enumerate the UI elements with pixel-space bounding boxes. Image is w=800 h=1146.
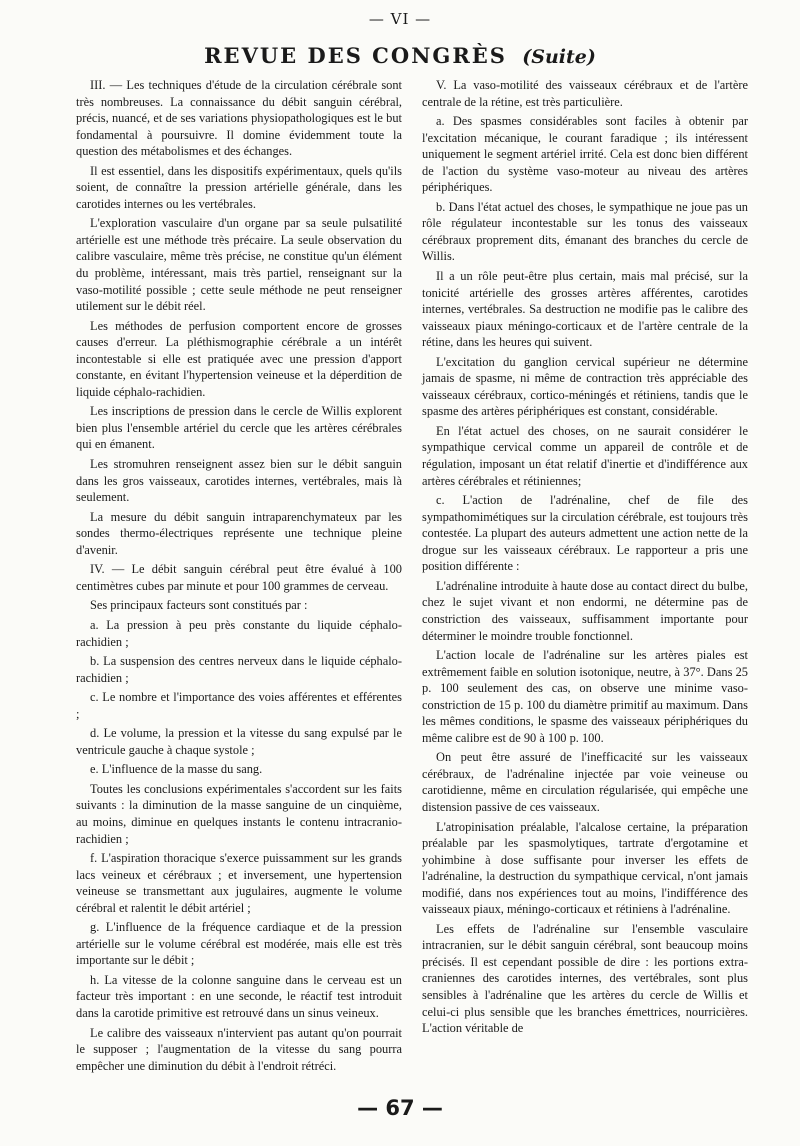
paragraph: III. — Les techniques d'étude de la circulation cérébrale sont très nombreuses. La connaissance du débit sanguin cérébral, précis, nuancé, et de ses variations physiopathologiques est le but fondamental à poursuivre. Il domine évidemment toute la question des métabolismes et des échanges. bbox=[76, 78, 402, 159]
paragraph: L'action locale de l'adrénaline sur les artères piales est extrêmement faible en solution isotonique, neutre, à 37°. Dans 25 p. 100 seulement des cas, on observe une minime vaso-constriction de 15 p. 100 du diamètre primitif au maximum. Dans les mêmes conditions, le spasme des vaisseaux périphériques du même calibre est de 90 à 100 p. 100. bbox=[422, 648, 748, 745]
paragraph: Il est essentiel, dans les dispositifs expérimentaux, quels qu'ils soient, de connaître la pression artérielle générale, dans les carotides internes ou les vertébrales. bbox=[76, 163, 402, 211]
header-title: REVUE DES CONGRÈS bbox=[204, 43, 507, 68]
paragraph: V. La vaso-motilité des vaisseaux cérébraux et de l'artère centrale de la rétine, est très particulière. bbox=[422, 78, 748, 109]
paragraph: Toutes les conclusions expérimentales s'accordent sur les faits suivants : la diminution de la masse sanguine de un cinquième, au moins, diminue en quelques instants le contenu intracranio-rachidien ; bbox=[76, 781, 402, 846]
paragraph: L'excitation du ganglion cervical supérieur ne détermine jamais de spasme, ni même de contraction très appréciable des vaisseaux cérébraux, cortico-méningés et rétiniens, tandis que le spasme des artères périphériques est constant, considérable. bbox=[422, 354, 748, 419]
header-subtitle: (Suite) bbox=[522, 46, 596, 68]
paragraph: c. Le nombre et l'importance des voies afférentes et efférentes ; bbox=[76, 690, 402, 721]
paragraph: L'exploration vasculaire d'un organe par sa seule pulsatilité artérielle est une méthode très précaire. La seule observation du calibre vasculaire, même très précise, ne constitue qu'un élément du problème, intéressant, mais très partiel, renseignant sur la vaso-motilité possible ; cette seule méthode ne peut renseigner utilement sur le débit réel. bbox=[76, 216, 402, 314]
paragraph: La mesure du débit sanguin intraparenchymateux par les sondes thermo-électriques représente une technique pleine d'avenir. bbox=[76, 509, 402, 557]
paragraph: b. La suspension des centres nerveux dans le liquide céphalo-rachidien ; bbox=[76, 654, 402, 685]
paragraph: f. L'aspiration thoracique s'exerce puissamment sur les grands lacs veineux et cérébraux ; et inversement, une hypertension veineuse se transmettant aux jugulaires, augmente le volume cérébral et ralentit le débit artériel ; bbox=[76, 851, 402, 915]
paragraph: Ses principaux facteurs sont constitués par : bbox=[90, 598, 308, 613]
paragraph: a. La pression à peu près constante du liquide céphalo-rachidien ; bbox=[76, 617, 402, 649]
paragraph: a. Des spasmes considérables sont faciles à obtenir par l'excitation mécanique, le courant faradique ; ils intéressent uniquement le segment artériel irrité. Cela est donc bien différent de l'action du système vaso-moteur au niveau des artères périphériques. bbox=[422, 114, 748, 195]
paragraph: g. L'influence de la fréquence cardiaque et de la pression artérielle sur le volume cérébral est modérée, mais elle est très importante sur le débit ; bbox=[76, 920, 402, 968]
paragraph: IV. — Le débit sanguin cérébral peut être évalué à 100 centimètres cubes par minute et pour 100 grammes de cerveau. bbox=[76, 562, 402, 593]
page-header bbox=[0, 43, 800, 68]
paragraph: h. La vitesse de la colonne sanguine dans le cerveau est un facteur très important : en une seconde, le réactif test introduit dans la carotide primitive est retrouvé dans un sinus veineux. bbox=[76, 972, 402, 1020]
paragraph: Il a un rôle peut-être plus certain, mais mal précisé, sur la tonicité artérielle des grosses artères afférentes, carotides internes, vertébrales. Sa destruction ne modifie pas le calibre des vaisseaux piaux méningo-corticaux et de l'artère centrale de la rétine, dans les heures qui suivent. bbox=[422, 269, 748, 350]
page-folio: — VI — bbox=[368, 10, 432, 28]
paragraph: On peut être assuré de l'inefficacité sur les vaisseaux cérébraux, de l'adrénaline injectée par voie veineuse ou carotidienne, même en circulation régularisée, qui empêche une distension passive de ces vaisseaux. bbox=[422, 750, 748, 814]
paragraph: d. Le volume, la pression et la vitesse du sang expulsé par le ventricule gauche à chaque systole ; bbox=[76, 726, 402, 757]
paragraph: Le calibre des vaisseaux n'intervient pas autant qu'on pourrait le supposer ; l'augmentation de la vitesse du sang pourra empêcher une diminution du débit à l'endroit rétréci. bbox=[76, 1025, 402, 1073]
paragraph: Les méthodes de perfusion comportent encore de grosses causes d'erreur. La pléthismographie cérébrale a un intérêt incontestable si elle est pratiquée avec une pression d'apport constante, en évitant l'hypertension veineuse et la déperdition de liquide céphalo-rachidien. bbox=[76, 318, 402, 399]
left-column bbox=[76, 77, 402, 1077]
paragraph: c. L'action de l'adrénaline, chef de file des sympathomimétiques sur la circulation cérébrale, est toujours très contestée. La plupart des auteurs admettent une action nette de la drogue sur les vaisseaux cérébraux. Le rapporteur a pris une position différente : bbox=[422, 493, 748, 574]
right-column bbox=[422, 77, 748, 1077]
paragraph: En l'état actuel des choses, on ne saurait considérer le sympathique cervical comme un appareil de contrôle et de régulation, imposant un état relatif d'inertie et d'indifférence aux artères cérébrales et rétiniennes; bbox=[422, 423, 748, 488]
paragraph: b. Dans l'état actuel des choses, le sympathique ne joue pas un rôle régulateur incontestable sur les tonus des vaisseaux cérébraux proprement dits, émanant des branches du cercle de Willis. bbox=[422, 199, 748, 264]
paragraph: L'atropinisation préalable, l'alcalose certaine, la préparation préalable par les spasmolytiques, tartrate d'ergotamine et yohimbine à dose suffisante pour inverser les effets de l'adrénaline, la destruction du sympathique cervical, n'ont jamais modifié, dans nos expériences tout au moins, l'indifférence des vaisseaux piaux, méningo-corticaux et rétiniens à l'adrénaline. bbox=[422, 819, 748, 917]
text-columns bbox=[76, 77, 748, 1077]
paragraph: Les effets de l'adrénaline sur l'ensemble vasculaire intracranien, sur le débit sanguin cérébral, sont beaucoup moins précisés. Il est cependant possible de dire : les portions extra-craniennes des carotides internes, des vertébrales, sont plus sensibles à l'adrénaline que les artères du cercle de Willis et celui-ci plus sensible que les branches émettrices, nourricières. L'action véritable de bbox=[422, 921, 748, 1036]
page-number: — 67 — bbox=[357, 1096, 443, 1120]
paragraph: Les inscriptions de pression dans le cercle de Willis explorent bien plus l'ensemble artériel du cercle que les artères cérébrales qui en émanent. bbox=[76, 404, 402, 452]
paragraph: L'adrénaline introduite à haute dose au contact direct du bulbe, chez le sujet vivant et non endormi, ne détermine pas de constriction des vaisseaux, suffisamment importante pour déterminer le moindre trouble fonctionnel. bbox=[422, 578, 748, 643]
paragraph: e. L'influence de la masse du sang. bbox=[90, 762, 263, 777]
paragraph: Les stromuhren renseignent assez bien sur le débit sanguin dans les gros vaisseaux, carotides internes, vertébrales, mais là seulement. bbox=[76, 457, 402, 505]
